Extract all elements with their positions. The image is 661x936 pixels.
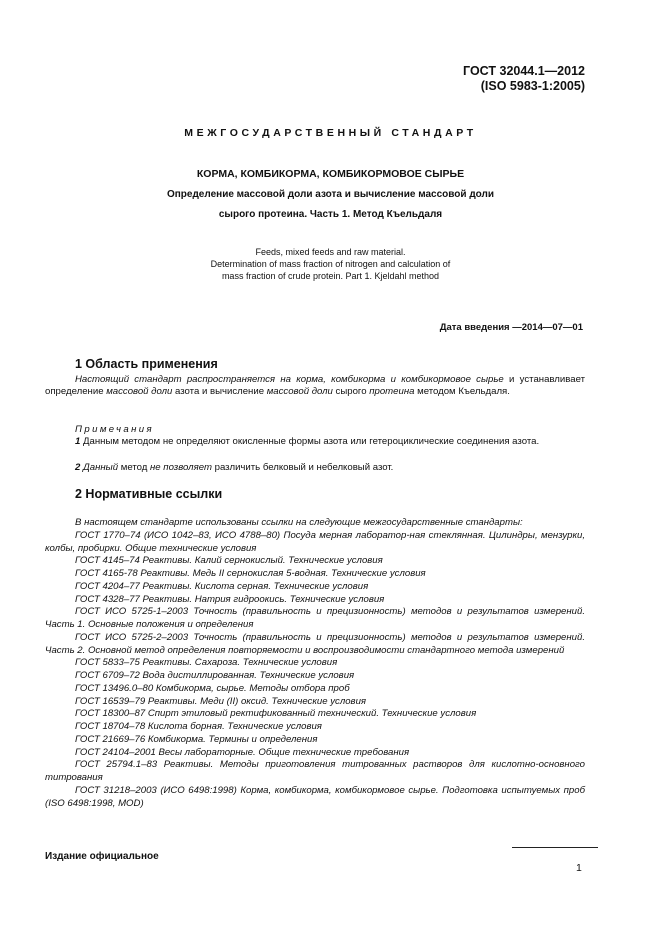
note-2-text-c: не позволяет [150,462,212,473]
note-1-text: Данным методом не определяют окисленные формы азота или гетероциклические соединения азота. [80,436,540,447]
note-2-text-b: метод [118,462,151,473]
scope-text-c: массовой доли [106,386,173,398]
reference-item: ГОСТ 5833–75 Реактивы. Сахароза. Технические условия [75,657,338,669]
document-subtitle [100,185,561,225]
scope-text-e: массовой доли [266,386,333,398]
section-1-paragraph [45,374,585,399]
references-intro: В настоящем стандарте использованы ссылки на следующие межгосударственные стандарты: [75,517,523,528]
document-code [463,64,585,94]
reference-item: ГОСТ 1770–74 (ИСО 1042–83, ИСО 4788–80) Посуда мерная лаборатор-ная стеклянная. Цилиндры, мензурки, колбы, пробирки. Общие технические условия [45,529,585,554]
reference-item: ГОСТ ИСО 5725-1–2003 Точность (правильность и прецизионность) методов и результатов измерений. Часть 1. Основные положения и определения [45,606,585,630]
subtitle-line-1: Определение массовой доли азота и вычисление массовой доли [166,189,495,200]
gost-number: ГОСТ 32044.1—2012 [463,64,585,78]
reference-item: ГОСТ 31218–2003 (ИСО 6498:1998) Корма, комбикорма, комбикормовое сырье. Подготовка испытуемых проб (ISO 6498:1998, MOD) [45,784,585,809]
section-1-heading: 1 Область применения [75,357,218,371]
scope-text-f: сырого [332,386,370,398]
scope-text-a: Настоящий стандарт распространяется на корма, комбикорма и комбикормовое сырье [75,374,504,385]
scope-text-g: протеина [369,386,415,398]
standard-type: МЕЖГОСУДАРСТВЕННЫЙ СТАНДАРТ [184,127,477,139]
reference-item: ГОСТ 4165-78 Реактивы. Медь II сернокислая 5-водная. Технические условия [75,568,426,579]
english-title-line-2: Determination of mass fraction of nitrogen and calculation of [210,259,451,269]
note-2-text-d: различить белковый и небелковый азот. [211,462,394,473]
reference-item: ГОСТ 25794.1–83 Реактивы. Методы приготовления титрованных растворов для кислотно-основного титрования [45,759,585,783]
reference-item: ГОСТ 21669–76 Комбикорма. Термины и определения [75,733,318,745]
iso-number: (ISO 5983-1:2005) [480,79,585,93]
reference-item: ГОСТ 13496.0–80 Комбикорма, сырье. Методы отбора проб [75,682,350,694]
reference-item: ГОСТ 18704–78 Кислота борная. Технические условия [75,721,322,732]
scope-text-b: и устанавливает определение [45,374,585,398]
reference-item: ГОСТ 4204–77 Реактивы. Кислота серная. Технические условия [75,580,369,592]
official-edition-label: Издание официальное [45,851,159,862]
subtitle-line-2: сырого протеина. Часть 1. Метод Къельдаля [218,209,443,220]
reference-item: ГОСТ 18300–87 Спирт этиловый ректификованный технический. Технические условия [75,708,477,720]
reference-item: ГОСТ ИСО 5725-2–2003 Точность (правильность и прецизионность) методов и результатов измерений. Часть 2. Основной метод определения повторяемости и воспроизводимости стандартного метода измерений [45,631,585,656]
reference-item: ГОСТ 6709–72 Вода дистиллированная. Технические условия [75,670,355,681]
reference-item: ГОСТ 4145–74 Реактивы. Калий сернокислый. Технические условия [75,555,383,567]
english-title [100,246,561,282]
english-title-line-1: Feeds, mixed feeds and raw material. [255,247,406,257]
note-1 [45,436,585,448]
scope-text-h: методом Къельдаля. [414,386,510,398]
reference-item: ГОСТ 24104–2001 Весы лабораторные. Общие технические требования [75,746,410,758]
reference-item: ГОСТ 4328–77 Реактивы. Натрия гидроокись. Технические условия [75,593,385,605]
note-2-number: 2 [75,462,81,473]
document-title: КОРМА, КОМБИКОРМА, КОМБИКОРМОВОЕ СЫРЬЕ [196,168,465,180]
reference-item: ГОСТ 16539–79 Реактивы. Меди (II) оксид. Технические условия [75,695,367,707]
english-title-line-3: mass fraction of crude protein. Part 1. Kjeldahl method [221,271,440,281]
notes-heading: Примечания [75,424,155,435]
page-number: 1 [576,862,582,874]
section-2-heading: 2 Нормативные ссылки [75,487,223,501]
normative-references [45,517,585,810]
introduction-date: Дата введения —2014—07—01 [439,322,583,333]
note-2 [45,462,585,474]
note-1-number: 1 [75,436,81,447]
footer-divider [512,847,598,848]
note-2-text-a: Данный [80,462,119,473]
scope-text-d: азота и вычисление [172,386,267,398]
